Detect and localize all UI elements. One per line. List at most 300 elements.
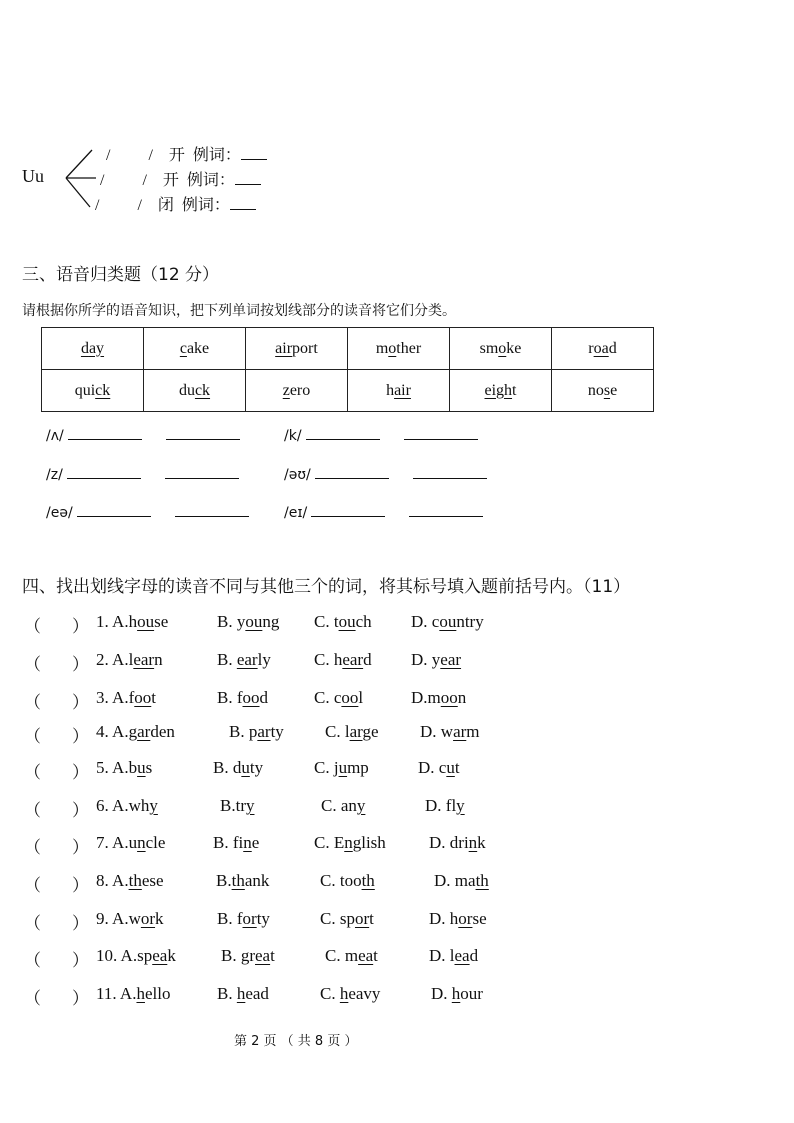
underlined-part: ear bbox=[342, 650, 364, 669]
word-cell bbox=[450, 328, 552, 370]
answer-paren-right: ） bbox=[72, 876, 89, 895]
underlined-part: o bbox=[388, 339, 397, 357]
option bbox=[217, 984, 269, 1003]
underlined-part: oo bbox=[440, 688, 458, 707]
word-part: sp bbox=[137, 946, 153, 965]
word-cell bbox=[552, 370, 654, 412]
option bbox=[216, 871, 269, 890]
underlined-part: ar bbox=[137, 722, 151, 741]
uu-line bbox=[100, 167, 261, 190]
word-cell bbox=[348, 370, 450, 412]
option bbox=[431, 984, 483, 1003]
answer-paren-left[interactable]: （ bbox=[24, 914, 41, 933]
question-number: 2. A. bbox=[96, 650, 129, 669]
slash: / bbox=[142, 172, 147, 189]
underlined-part: oo bbox=[341, 688, 359, 707]
sound-answer-row bbox=[46, 502, 249, 521]
answer-blank[interactable] bbox=[235, 169, 261, 185]
option bbox=[213, 833, 259, 852]
option bbox=[325, 722, 379, 741]
option-d bbox=[429, 833, 486, 853]
word-part: d bbox=[232, 758, 242, 777]
word-part: C. bbox=[314, 833, 334, 852]
word-part: d bbox=[259, 688, 269, 707]
word-part: qui bbox=[74, 381, 96, 399]
word-part: too bbox=[339, 871, 362, 890]
word-part: C. bbox=[320, 984, 340, 1003]
option bbox=[217, 688, 268, 707]
question-number: 3. A. bbox=[96, 688, 129, 707]
answer-blank[interactable] bbox=[166, 425, 240, 440]
option-b bbox=[217, 612, 279, 632]
option bbox=[213, 758, 263, 777]
word-part: k bbox=[167, 946, 176, 965]
word-part: y bbox=[236, 612, 246, 631]
word-part: our bbox=[460, 984, 483, 1003]
question-number: 6. A. bbox=[96, 796, 129, 815]
word-part: l bbox=[128, 650, 134, 669]
answer-paren-right: ） bbox=[72, 989, 89, 1008]
word-cell bbox=[348, 328, 450, 370]
answer-blank[interactable] bbox=[175, 502, 249, 517]
option-c bbox=[314, 650, 372, 670]
underlined-part: or bbox=[458, 909, 473, 928]
option bbox=[96, 871, 164, 890]
answer-blank[interactable] bbox=[68, 425, 142, 440]
answer-blank[interactable] bbox=[409, 502, 483, 517]
underlined-part: oo bbox=[134, 688, 152, 707]
answer-paren-left[interactable]: （ bbox=[24, 655, 41, 674]
word-part: den bbox=[150, 722, 175, 741]
word-part: B. bbox=[220, 796, 236, 815]
word-part: u bbox=[128, 833, 138, 852]
word-part: c bbox=[431, 612, 440, 631]
option-d bbox=[411, 688, 466, 708]
example-label: 例词： bbox=[192, 145, 241, 164]
underlined-part: h bbox=[451, 984, 461, 1003]
answer-paren-left[interactable]: （ bbox=[24, 838, 41, 857]
underlined-part: air bbox=[275, 339, 293, 357]
example-label: 例词： bbox=[186, 170, 235, 189]
section3-instruction: 请根据你所学的语音知识，把下列单词按划线部分的读音将它们分类。 bbox=[22, 303, 456, 319]
underlined-part: u bbox=[446, 758, 455, 777]
word-part: d bbox=[608, 339, 617, 357]
word-part: sm bbox=[479, 339, 499, 357]
underlined-part: ar bbox=[257, 722, 271, 741]
word-part: ead bbox=[245, 984, 269, 1003]
word-part: C. bbox=[320, 909, 340, 928]
word-part: mp bbox=[347, 758, 369, 777]
word-part: B. bbox=[217, 650, 237, 669]
underlined-part: oa bbox=[593, 339, 609, 357]
word-part: D. bbox=[411, 650, 432, 669]
option-a bbox=[96, 946, 176, 966]
word-part: C. bbox=[325, 722, 345, 741]
word-part: m bbox=[344, 946, 359, 965]
underlined-part: s bbox=[603, 381, 611, 399]
word-part: D. bbox=[429, 946, 450, 965]
word-part: k bbox=[155, 909, 164, 928]
word-part: ng bbox=[262, 612, 280, 631]
word-part: t bbox=[454, 758, 460, 777]
question-number: 8. A. bbox=[96, 871, 129, 890]
option bbox=[314, 833, 386, 852]
answer-blank[interactable] bbox=[311, 502, 385, 517]
word-part: ke bbox=[506, 339, 522, 357]
underlined-part: h bbox=[236, 984, 246, 1003]
syllable-type: 开 bbox=[168, 145, 185, 164]
word-part: B. bbox=[217, 612, 237, 631]
option-c bbox=[321, 796, 365, 816]
underlined-part: ck bbox=[194, 381, 211, 399]
word-part: C. bbox=[314, 758, 334, 777]
underlined-part: o bbox=[498, 339, 507, 357]
underlined-part: ea bbox=[358, 946, 374, 965]
word-part: m bbox=[427, 688, 441, 707]
answer-paren-right: ） bbox=[72, 801, 89, 820]
question-number: 4. A. bbox=[96, 722, 129, 741]
word-part: g bbox=[128, 722, 138, 741]
word-cell bbox=[450, 370, 552, 412]
underlined-part: or bbox=[242, 909, 257, 928]
question-number: 1. A. bbox=[96, 612, 129, 631]
word-part: t bbox=[369, 909, 374, 928]
word-part: p bbox=[248, 722, 258, 741]
option-c bbox=[320, 871, 375, 891]
word-part: ero bbox=[289, 381, 311, 399]
option bbox=[429, 909, 487, 928]
option bbox=[96, 612, 168, 631]
word-part: l bbox=[344, 722, 350, 741]
word-part: gr bbox=[240, 946, 256, 965]
word-part: B. bbox=[221, 946, 241, 965]
word-part: B. bbox=[217, 984, 237, 1003]
word-part: glish bbox=[352, 833, 386, 852]
underlined-part: ear bbox=[133, 650, 155, 669]
sound-answer-row bbox=[46, 425, 240, 444]
word-part: n bbox=[457, 688, 467, 707]
word-part: D. bbox=[429, 909, 450, 928]
option bbox=[325, 946, 378, 965]
underlined-part: u bbox=[137, 758, 146, 777]
option bbox=[229, 722, 284, 741]
word-part: t bbox=[151, 688, 156, 707]
word-part: j bbox=[333, 758, 339, 777]
branch-bracket bbox=[62, 145, 98, 215]
question-number: 11. A. bbox=[96, 984, 137, 1003]
word-part: h bbox=[449, 909, 459, 928]
option bbox=[217, 909, 270, 928]
answer-blank[interactable] bbox=[165, 464, 239, 479]
word-part: C. bbox=[320, 871, 340, 890]
question-number: 10. A. bbox=[96, 946, 138, 965]
word-part: w bbox=[440, 722, 454, 741]
option-a bbox=[96, 650, 163, 670]
option-d bbox=[418, 758, 460, 778]
option-a bbox=[96, 612, 168, 632]
word-part: n bbox=[154, 650, 163, 669]
word-part: port bbox=[292, 339, 318, 357]
phonetic-symbol: /əʊ/ bbox=[284, 467, 311, 483]
answer-paren-left[interactable]: （ bbox=[24, 693, 41, 712]
answer-paren-left[interactable]: （ bbox=[24, 727, 41, 746]
option-d bbox=[420, 722, 480, 742]
answer-paren-left[interactable]: （ bbox=[24, 951, 41, 970]
option bbox=[96, 796, 158, 815]
word-part: B. bbox=[213, 833, 233, 852]
word-part: ge bbox=[362, 722, 379, 741]
phonetic-symbol: /k/ bbox=[284, 428, 302, 444]
option-c bbox=[314, 758, 369, 778]
word-cell bbox=[246, 370, 348, 412]
option-b bbox=[216, 871, 269, 891]
word-part: ty bbox=[270, 722, 284, 741]
word-part: ty bbox=[256, 909, 270, 928]
answer-paren-left[interactable]: （ bbox=[24, 763, 41, 782]
underlined-part: ea bbox=[454, 946, 470, 965]
word-part: ch bbox=[355, 612, 372, 631]
option-b bbox=[213, 758, 263, 778]
answer-paren-right: ） bbox=[72, 727, 89, 746]
answer-paren-right: ） bbox=[72, 838, 89, 857]
word-part: l bbox=[449, 946, 455, 965]
word-part: C. bbox=[321, 796, 341, 815]
option-d bbox=[431, 984, 483, 1004]
underlined-part: ea bbox=[255, 946, 271, 965]
underlined-part: y bbox=[456, 796, 465, 815]
option-d bbox=[411, 612, 484, 632]
word-cell bbox=[42, 328, 144, 370]
word-part: se bbox=[154, 612, 169, 631]
underlined-part: ou bbox=[245, 612, 263, 631]
answer-blank[interactable] bbox=[241, 144, 267, 160]
option-a bbox=[96, 688, 156, 708]
option-d bbox=[411, 650, 461, 670]
word-part: B. bbox=[216, 871, 232, 890]
option-b bbox=[217, 909, 270, 929]
uu-line bbox=[106, 142, 267, 165]
underlined-part: or bbox=[140, 909, 156, 928]
word-part: f bbox=[236, 688, 243, 707]
option-a bbox=[96, 833, 165, 853]
option-c bbox=[314, 612, 372, 632]
answer-paren-right: ） bbox=[72, 914, 89, 933]
option bbox=[420, 722, 480, 741]
word-part: ake bbox=[186, 339, 210, 357]
underlined-part: n bbox=[468, 833, 478, 852]
syllable-type: 开 bbox=[162, 170, 179, 189]
word-part: s bbox=[145, 758, 153, 777]
slash: / bbox=[137, 197, 142, 214]
word-part: an bbox=[340, 796, 357, 815]
word-part: h bbox=[333, 650, 343, 669]
answer-paren-right: ） bbox=[72, 655, 89, 674]
answer-paren-left[interactable]: （ bbox=[24, 617, 41, 636]
syllable-type: 闭 bbox=[157, 195, 174, 214]
option-c bbox=[325, 946, 378, 966]
word-part: B. bbox=[217, 688, 237, 707]
section4-title: 四、找出划线字母的读音不同与其他三个的词，将其标号填入题前括号内。（11） bbox=[22, 577, 631, 597]
word-part: D. bbox=[431, 984, 452, 1003]
option-d bbox=[434, 871, 489, 891]
answer-blank[interactable] bbox=[77, 502, 151, 517]
answer-paren-left[interactable]: （ bbox=[24, 989, 41, 1008]
option bbox=[96, 758, 152, 777]
option-b bbox=[217, 650, 271, 670]
underlined-part: u bbox=[241, 758, 250, 777]
option-a bbox=[96, 871, 164, 891]
underlined-part: n bbox=[243, 833, 252, 852]
word-part: b bbox=[128, 758, 138, 777]
question-number: 7. A. bbox=[96, 833, 129, 852]
underlined-part: eigh bbox=[484, 381, 513, 399]
word-cell bbox=[552, 328, 654, 370]
word-cell bbox=[144, 328, 246, 370]
option bbox=[96, 909, 164, 928]
answer-blank[interactable] bbox=[413, 464, 487, 479]
table-row bbox=[42, 370, 654, 412]
word-part: e bbox=[610, 381, 618, 399]
option bbox=[96, 946, 176, 965]
answer-paren-left[interactable]: （ bbox=[24, 801, 41, 820]
underlined-part: ay bbox=[88, 339, 105, 357]
answer-paren-left[interactable]: （ bbox=[24, 876, 41, 895]
option bbox=[217, 612, 279, 631]
word-part: y bbox=[431, 650, 441, 669]
sound-answer-row bbox=[46, 464, 239, 483]
word-part: f bbox=[236, 909, 243, 928]
word-part: B. bbox=[217, 909, 237, 928]
word-part: c bbox=[333, 688, 342, 707]
underlined-part: th bbox=[128, 871, 142, 890]
word-part: h bbox=[128, 612, 138, 631]
word-part: D. bbox=[434, 871, 455, 890]
underlined-part: y bbox=[356, 796, 366, 815]
answer-paren-right: ） bbox=[72, 617, 89, 636]
word-part: E bbox=[333, 833, 345, 852]
option bbox=[220, 796, 254, 815]
word-part: k bbox=[477, 833, 486, 852]
underlined-part: ea bbox=[152, 946, 168, 965]
sound-answer-row bbox=[284, 425, 478, 444]
word-part: m bbox=[466, 722, 480, 741]
option bbox=[434, 871, 489, 890]
uu-line bbox=[95, 192, 256, 215]
word-part: C. bbox=[314, 650, 334, 669]
word-part: D. bbox=[420, 722, 441, 741]
answer-blank[interactable] bbox=[67, 464, 141, 479]
option bbox=[429, 946, 478, 965]
option-d bbox=[429, 909, 487, 929]
underlined-part: y bbox=[245, 796, 255, 815]
option-c bbox=[320, 909, 374, 929]
option-a bbox=[96, 758, 152, 778]
answer-blank[interactable] bbox=[306, 425, 380, 440]
underlined-part: z bbox=[282, 381, 290, 399]
phonetic-symbol: /eɪ/ bbox=[284, 505, 308, 521]
word-part: D. bbox=[411, 612, 432, 631]
slash: / bbox=[100, 172, 105, 189]
option bbox=[320, 909, 374, 928]
option-a bbox=[96, 722, 175, 742]
underlined-part: h bbox=[136, 984, 145, 1003]
option bbox=[411, 650, 461, 669]
word-part: d bbox=[363, 650, 372, 669]
word-part: ello bbox=[144, 984, 171, 1003]
option bbox=[314, 758, 369, 777]
word-part: ty bbox=[249, 758, 264, 777]
word-part: D. bbox=[418, 758, 439, 777]
option bbox=[320, 871, 375, 890]
option-a bbox=[96, 984, 170, 1004]
word-part: t bbox=[333, 612, 339, 631]
word-part: ntry bbox=[456, 612, 484, 631]
table-row bbox=[42, 328, 654, 370]
word-part: t bbox=[512, 381, 517, 399]
word-part: sp bbox=[339, 909, 355, 928]
option bbox=[411, 612, 484, 631]
underlined-part: y bbox=[149, 796, 158, 815]
section3-title: 三、语音归类题（12 分） bbox=[22, 265, 220, 285]
underlined-part: oo bbox=[242, 688, 260, 707]
option bbox=[96, 650, 163, 669]
option bbox=[411, 688, 466, 707]
word-part: l bbox=[358, 688, 364, 707]
word-part: f bbox=[128, 688, 135, 707]
word-part: c bbox=[438, 758, 447, 777]
word-part: no bbox=[587, 381, 604, 399]
option-d bbox=[429, 946, 478, 966]
phonics-sort-table bbox=[41, 327, 654, 412]
word-part: C. bbox=[314, 688, 334, 707]
word-part: D. bbox=[429, 833, 450, 852]
option-c bbox=[314, 833, 386, 853]
option-b bbox=[217, 688, 268, 708]
word-part: eavy bbox=[348, 984, 381, 1003]
phonetic-symbol: /z/ bbox=[46, 467, 63, 483]
underlined-part: air bbox=[394, 381, 411, 399]
question-number: 9. A. bbox=[96, 909, 129, 928]
word-part: ther bbox=[396, 339, 422, 357]
slash: / bbox=[106, 147, 111, 164]
option-a bbox=[96, 796, 158, 816]
option-b bbox=[220, 796, 254, 816]
underlined-part: or bbox=[354, 909, 370, 928]
word-part: C. bbox=[325, 946, 345, 965]
option-b bbox=[221, 946, 275, 966]
option-a bbox=[96, 909, 164, 929]
word-part: w bbox=[128, 909, 141, 928]
word-part: m bbox=[375, 339, 389, 357]
word-cell bbox=[246, 328, 348, 370]
underlined-part: n bbox=[137, 833, 146, 852]
underlined-part: th bbox=[475, 871, 489, 890]
option-c bbox=[314, 688, 363, 708]
word-part: d bbox=[80, 339, 89, 357]
word-part: d bbox=[469, 946, 479, 965]
slash: / bbox=[148, 147, 153, 164]
underlined-part: th bbox=[361, 871, 375, 890]
answer-blank[interactable] bbox=[404, 425, 478, 440]
option bbox=[429, 833, 486, 852]
question-number: 5. A. bbox=[96, 758, 129, 777]
word-part: B. bbox=[229, 722, 249, 741]
word-part: t bbox=[270, 946, 275, 965]
word-part: ank bbox=[244, 871, 270, 890]
option bbox=[320, 984, 380, 1003]
answer-blank[interactable] bbox=[230, 194, 256, 210]
answer-blank[interactable] bbox=[315, 464, 389, 479]
